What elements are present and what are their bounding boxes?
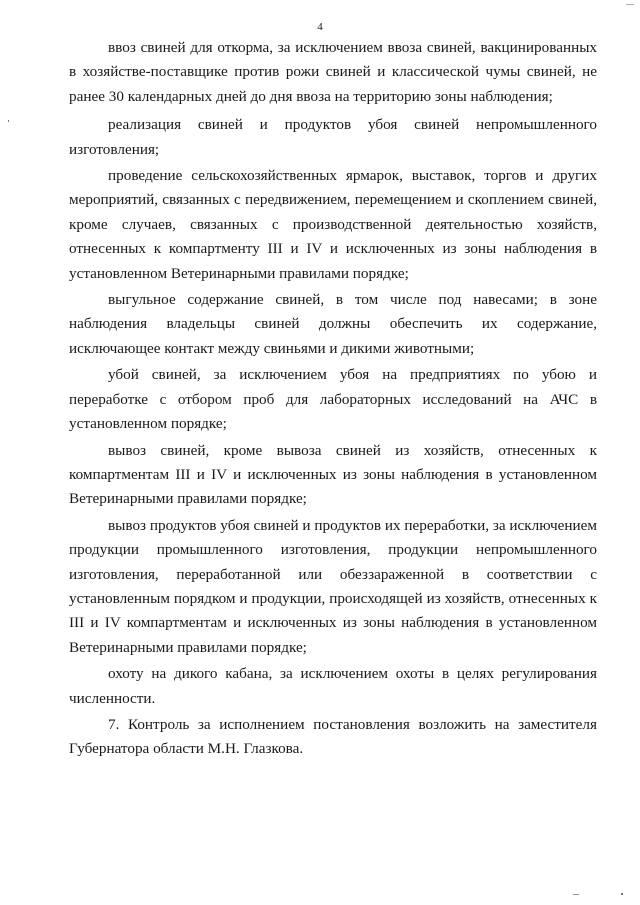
scan-artifact [573,894,579,895]
paragraph-sale-restriction: реализация свиней и продуктов убоя свиней непромышленного изготовления; [69,116,597,158]
document-body [69,36,597,764]
paragraph-pig-export-restriction: вывоз свиней, кроме вывоза свиней из хозяйств, отнесенных к компартментам III и IV и исключенных из зоны наблюдения в установленном Ветеринарными правилами порядке; [69,441,597,508]
page-number: 4 [317,21,323,33]
paragraph-pig-import-restriction: ввоз свиней для откорма, за исключением ввоза свиней, вакцинированных в хозяйстве-поставщике против рожи свиней и классической чумы свиней, не ранее 30 календарных дней до дня ввоза на территорию зоны наблюдения; [69,39,597,105]
paragraph-control-clause: 7. Контроль за исполнением постановления возложить на заместителя Губернатора области М.Н. Глазкова. [69,715,597,758]
paragraph-hunting-restriction: охоту на дикого кабана, за исключением охоты в целях регулирования численности. [69,665,597,707]
paragraph-slaughter-restriction: убой свиней, за исключением убоя на предприятиях по убою и переработке с отбором проб для лабораторных исследований на АЧС в установленном порядке; [69,366,597,433]
paragraph-free-range-restriction: выгульное содержание свиней, в том числе под навесами; в зоне наблюдения владельцы свиней должны обеспечить их содержание, исключающее контакт между свиньями и дикими животными; [69,291,597,357]
scan-artifact [621,893,623,895]
paragraph-product-export-restriction: вывоз продуктов убоя свиней и продуктов их переработки, за исключением продукции промышленного изготовления, продукции непромышленного изготовления, переработанной или обеззараженной в соответствии с установленным порядком и продукции, происходящей из хозяйств, отнесенных к III и IV компартментам и исключенных из зоны наблюдения в установленном Ветеринарными правилами порядке; [69,516,597,656]
scan-artifact [8,120,9,122]
paragraph-fairs-restriction: проведение сельскохозяйственных ярмарок, выставок, торгов и других мероприятий, связанных с передвижением, перемещением и скоплением свиней, кроме случаев, связанных с производственной деятельностью хозяйств, отнесенных к компартменту III и IV и исключенных из зоны наблюдения в установленном Ветеринарными правилами порядке; [69,167,597,282]
scan-artifact [626,4,634,5]
